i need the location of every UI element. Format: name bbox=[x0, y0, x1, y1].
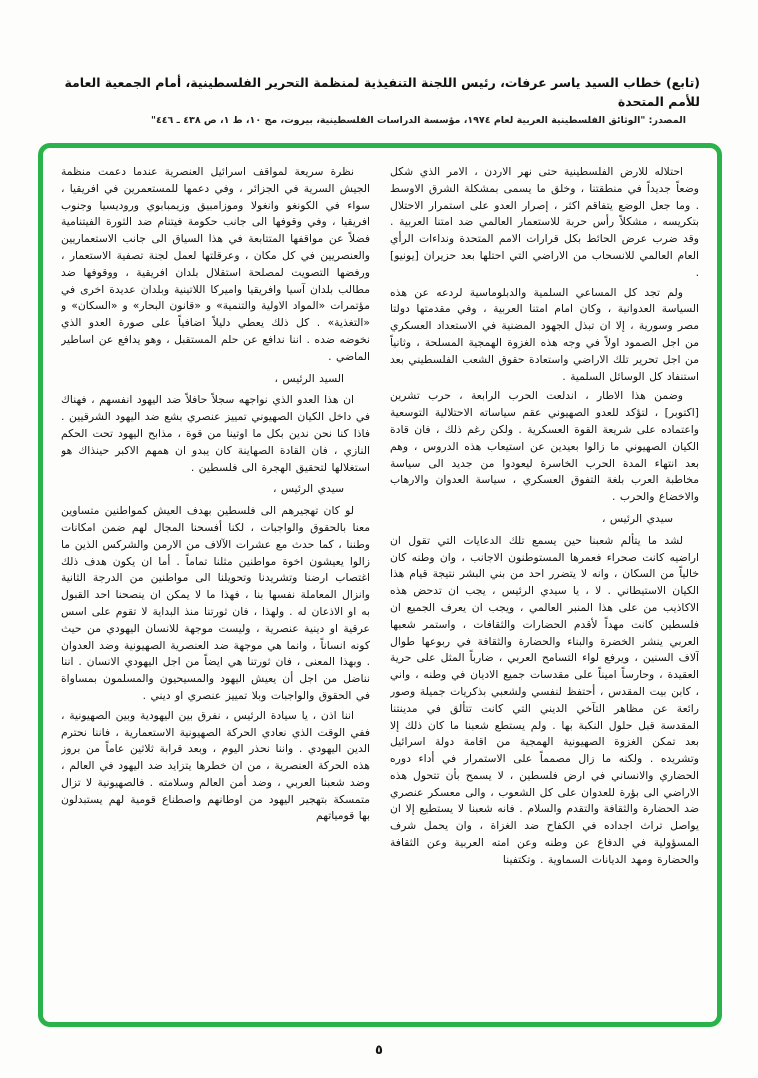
salutation-line: سيدي الرئيس ، bbox=[601, 511, 673, 525]
paragraph: لو كان تهجيرهم الى فلسطين بهدف العيش كمواطنين متساوين معنا بالحقوق والواجبات ، لكنا أفسحنا المجال لهم ضمن امكانات وطننا ، كما حدث مع عشرات الآلاف من الارمن والشركس الذين ما زالوا يعيشون اخوة مواطنين مثلنا تماماً . أما ان يكون هدف ذلك اغتصاب ارضنا وتشريدنا وتحويلنا الى مواطنين من الدرجة الثانية وانزال المعاملة نفسها بنا ، فهذا ما لا يمكن ان ينصحنا احد القبول به او الاذعان له . ولهذا ، فان ثورتنا منذ البداية لا تقوم على اسس عرقية او دينية عنصرية ، وليست موجهة للانسان اليهودي من حيث كونه انساناً ، وانما هي موجهة ضد العنصرية الصهيونية وضد العدوان . وبهذا المعنى ، فان ثورتنا هي ايضاً من اجل اليهودي الانسان . اننا نناضل من اجل أن يعيش اليهود والمسيحيون والمسلمون بمساواة في الحقوق والواجبات وبلا تمييز عنصري او ديني . bbox=[61, 504, 370, 702]
page-header bbox=[58, 74, 700, 126]
document-title: (تابع) خطاب السيد ياسر عرفات، رئيس اللجنة التنفيذية لمنظمة التحرير الفلسطينية، أمام الجمعية العامة للأمم المتحدة bbox=[64, 75, 700, 109]
column-left bbox=[61, 164, 370, 1008]
text-columns bbox=[61, 164, 699, 1008]
salutation-line: سيدي الرئيس ، bbox=[272, 482, 344, 496]
paragraph: لشد ما يتألم شعبنا حين يسمع تلك الدعايات التي تقول ان اراضيه كانت صحراء فعمرها المستوطنون الاجانب ، وان وطنه كان خالياً من السكان ، وانه لا يتضرر احد من بني البشر نتيجة قيام هذا الكيان الاستيطاني . لا ، يا سيدي الرئيس ، يجب ان تدحض هذه الاكاذيب من على هذا المنبر العالمي ، ويجب ان يعرف الجميع ان فلسطين كانت مهداً لأقدم الحضارات والثقافات ، واستمر شعبها العربي ينشر الخضرة والبناء والحضارة والثقافة في ربوعها طوال آلاف السنين ، ويرفع لواء التسامح العربي ، ضارباً المثل على حرية العقيدة ، وحارساً اميناً على مقدسات جميع الاديان في وطنه ، واني ، كابن بيت المقدس ، أحتفظ لنفسي ولشعبي بذكريات جميلة وصور رائعة عن مظاهر التآخي الديني التي كانت تتألق في مدينتنا المقدسة قبل حلول النكبة بها . ولم يستطع شعبنا ما كان ذلك إلا بعد تمكن الغزوة الصهيونية الهمجية من اقامة دولة اسرائيل وتشريده . ولكنه ما زال مصمماً على الاستمرار في أداء دوره الحضاري والانساني في ارض فلسطين ، لا يسمح بأن تتحول هذه الاراضي الى بؤرة للعدوان على كل الشعوب ، والى معسكر عنصري ضد الحضارة والثقافة والتقدم والسلام . فانه شعبنا لا يستطيع إلا ان يواصل تراث اجداده في الكفاح ضد الغزاة ، وان يحمل شرف المسؤولية في الدفاع عن وطنه وعن امته العربية وعن الثقافة والحضارة ومهد الديانات السماوية . وتكتفينا bbox=[390, 533, 699, 866]
paragraph: احتلاله للارض الفلسطينية حتى نهر الاردن ، الامر الذي شكل وضعاً جديداً في منطقتنا ، وخلق ما يسمى بمشكلة الشرق الاوسط . وما جعل الوضع يتفاقم اكثر ، إصرار العدو على استمرار الاحتلال بتكريسه ، مشكلاً رأس حربة للاستعمار العالمي ضد امتنا العربية . وقد ضرب عرض الحائط بكل قرارات الامم المتحدة ونداءات الرأي العام العالمي للانسحاب من الاراضي التي احتلها بعد حزيران [يونيو] . bbox=[390, 165, 699, 279]
green-border-frame bbox=[38, 143, 722, 1027]
source-citation: المصدر: "الوثائق الفلسطينية العربية لعام ١٩٧٤، مؤسسة الدراسات الفلسطينية، بيروت، مج ١٠، ط ١، ص ٤٣٨ ـ ٤٤٦" bbox=[150, 114, 686, 126]
paragraph: ان هذا العدو الذي نواجهه سجلاً حافلاً ضد اليهود انفسهم ، فهناك في داخل الكيان الصهيوني تمييز عنصري بشع ضد اليهود الشرقيين . فاذا كنا نحن ندين بكل ما اوتينا من قوة ، مذابح اليهود تحت الحكم النازي ، فان القادة الصهاينة كان يبدو ان همهم الاكبر حينذاك هو استغلالها لتحقيق الهجرة الى فلسطين . bbox=[61, 393, 370, 474]
page-number: ٥ bbox=[375, 1043, 383, 1058]
column-right bbox=[390, 164, 699, 1008]
salutation-line: السيد الرئيس ، bbox=[274, 371, 344, 385]
paragraph: وضمن هذا الاطار ، اندلعت الحرب الرابعة ، حرب تشرين [اكتوبر] ، لتؤكد للعدو الصهيوني عقم سياساته الاحتلالية التوسعية واعتماده على شريعة القوة العسكرية . ولكن رغم ذلك ، فان قادة الكيان الصهيوني ما زالوا بعيدين عن استيعاب هذه الدروس ، وهم بعد انتهاء المدة الحرب الخاسرة ليعودوا من جديد الى سياسة مخاطبة العرب بلغة التفوق العسكري ، سياسة العدوان والارهاب والاخضاع والحرب . bbox=[390, 389, 699, 504]
paragraph: ولم تجد كل المساعي السلمية والدبلوماسية لردعه عن هذه السياسة العدوانية ، وكان امام امتنا العربية ، وفي مقدمتها دولتا مصر وسورية ، إلا ان تبذل الجهود المضنية في الاستعداد العسكري من اجل الصمود اولاً في وجه هذه الغزوة الهمجية المسلحة ، وثانياً من اجل تحرير تلك الاراضي واستعادة حقوق الشعب الفلسطيني بعد استنفاد كل الوسائل السلمية . bbox=[390, 285, 699, 383]
paragraph: نظرة سريعة لمواقف اسرائيل العنصرية عندما دعمت منظمة الجيش السرية في الجزائر ، وفي دعمها للمستعمرين في افريقيا ، سواء في الكونغو وانغولا وموزامبيق وزيمبابوي وروديسيا وجنوب افريقيا ، وفي وقوفها الى جانب حكومة فيتنام ضد الثورة الفيتنامية فضلاً عن مواقفها المتتابعة في هذا السياق الى جانب الاستعماريين والعنصريين في كل مكان ، وعرقلتها لعمل لجنة تصفية الاستعمار ، ورفضها التصويت لمصلحة استقلال بلدان افريقية ، ووقوفها ضد مطالب بلدان آسيا وافريقيا واميركا اللاتينية وبلدان عديدة اخرى في مؤتمرات «المواد الاولية والتنمية» و «قانون البحار» و «السكان» و «التغذية» . كل ذلك يعطي دليلاً اضافياً على صورة العدو الذي نخوضه ضده . اننا ندافع عن حلم المستقبل ، وهو يدافع عن اساطير الماضي . bbox=[61, 165, 370, 363]
paragraph: اننا اذن ، يا سيادة الرئيس ، نفرق بين اليهودية وبين الصهيونية ، ففي الوقت الذي نعادي الحركة الصهيونية الاستعمارية ، فاننا نحترم الدين اليهودي . واننا نحذر اليوم ، وبعد قرابة ثلاثين عاماً من بروز هذه الحركة العنصرية ، من ان خطرها يتزايد ضد اليهود في العالم ، وضد شعبنا العربي ، وضد أمن العالم وسلامته . فالصهيونية لا تزال متمسكة بتهجير اليهود من اوطانهم واصطناع قومية لهم يستبدلون بها قومياتهم bbox=[61, 708, 370, 823]
